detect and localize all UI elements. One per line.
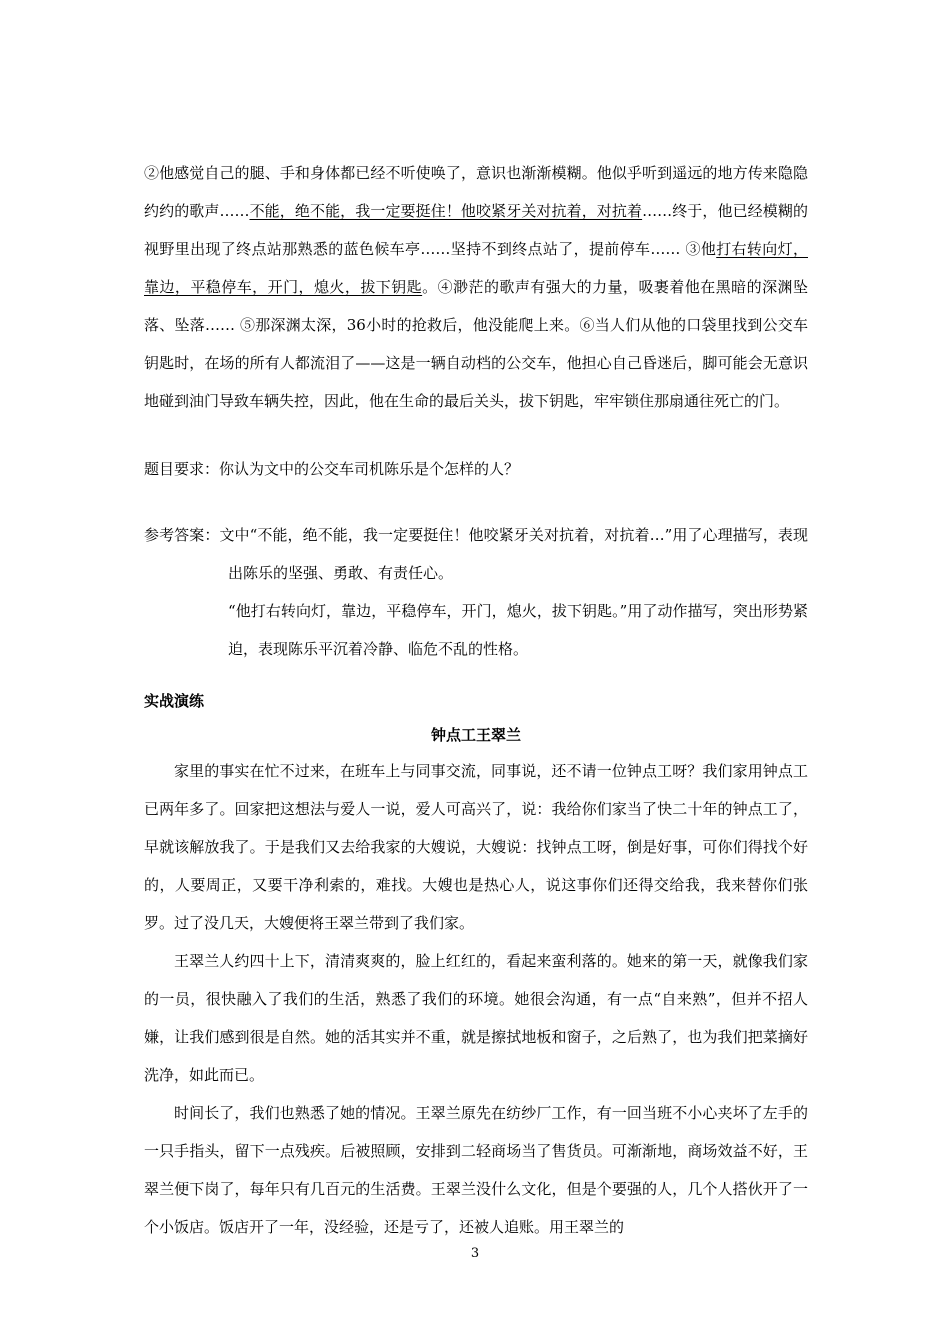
question-text: 题目要求：你认为文中的公交车司机陈乐是个怎样的人？	[144, 460, 520, 478]
passage-text-3: 。④渺茫的歌声有强大的力量，吸裹着他在黑暗的深渊坠落、坠落…… ⑤那深渊太深，36小时的抢救后，他没能爬上来。⑥当人们从他的口袋里找到公交车钥匙时，在场的所有人都流泪了——这是一辆自动档的公交车，他担心自己昏迷后，脚可能会无意识地碰到油门导致车辆失控，因此，他在生命的最后关头，拔下钥匙，牢牢锁住那扇通往死亡的门。	[144, 278, 808, 410]
answer-line-1	[144, 516, 808, 592]
answer-text-1: 文中“不能，绝不能，我一定要挺住！他咬紧牙关对抗着，对抗着…”用了心理描写，表现出陈乐的坚强、勇敢、有责任心。	[219, 526, 808, 582]
section-title: 实战演练	[144, 692, 205, 710]
passage-text-2: ……终于，他已经模糊的视野里出现了终点站那熟悉的蓝色候车亭……坚持不到终点站了，提前停车…… ③他	[144, 202, 808, 258]
passage-text-1: ②他感觉自己的腿、手和身体都已经不听使唤了，意识也渐渐模糊。他似乎听到遥远的地方传来隐隐约约的歌声……	[144, 164, 808, 220]
section-heading	[144, 686, 808, 716]
article-paragraph: 家里的事实在忙不过来，在班车上与同事交流，同事说，还不请一位钟点工呀？我们家用钟点工已两年多了。回家把这想法与爱人一说，爱人可高兴了，说：我给你们家当了快二十年的钟点工了，早就该解放我了。于是我们又去给我家的大嫂说，大嫂说：找钟点工呀，倒是好事，可你们得找个好的，人要周正，又要干净利索的，难找。大嫂也是热心人，说这事你们还得交给我，我来替你们张罗。过了没几天，大嫂便将王翠兰带到了我们家。	[144, 762, 808, 932]
article-paragraph: 时间长了，我们也熟悉了她的情况。王翠兰原先在纺纱厂工作，有一回当班不小心夹坏了左手的一只手指头，留下一点残疾。后被照顾，安排到二轻商场当了售货员。可渐渐地，商场效益不好，王翠兰便下岗了，每年只有几百元的生活费。王翠兰没什么文化，但是个要强的人，几个人搭伙开了一个小饭店。饭店开了一年，没经验，还是亏了，还被人追账。用王翠兰的	[144, 1104, 808, 1236]
passage-block	[144, 154, 808, 420]
page-number: 3	[470, 1246, 480, 1261]
underlined-psych-sentence: 不能，绝不能，我一定要挺住！他咬紧牙关对抗着，对抗着	[249, 202, 643, 220]
answer-label: 参考答案：	[144, 526, 220, 544]
article-title: 钟点工王翠兰	[430, 726, 521, 744]
answer-line-2: “他打右转向灯，靠边，平稳停车，开门，熄火，拔下钥匙。”用了动作描写，突出形势紧迫，表现陈乐平沉着冷静、临危不乱的性格。	[228, 602, 808, 658]
underlined-action-sentence: 打右转向灯，靠边，平稳停车，开门，熄火，拔下钥匙	[144, 240, 808, 296]
article-block	[144, 718, 808, 1246]
article-paragraph: 王翠兰人约四十上下，清清爽爽的，脸上红红的，看起来蛮利落的。她来的第一天，就像我们家的一员，很快融入了我们的生活，熟悉了我们的环境。她很会沟通，有一点“自来熟”，但并不招人嫌，让我们感到很是自然。她的活其实并不重，就是擦拭地板和窗子，之后熟了，也为我们把菜摘好洗净，如此而已。	[144, 952, 808, 1084]
question-block	[144, 450, 808, 488]
passage-paragraph	[144, 154, 808, 420]
answer-block	[144, 516, 808, 668]
